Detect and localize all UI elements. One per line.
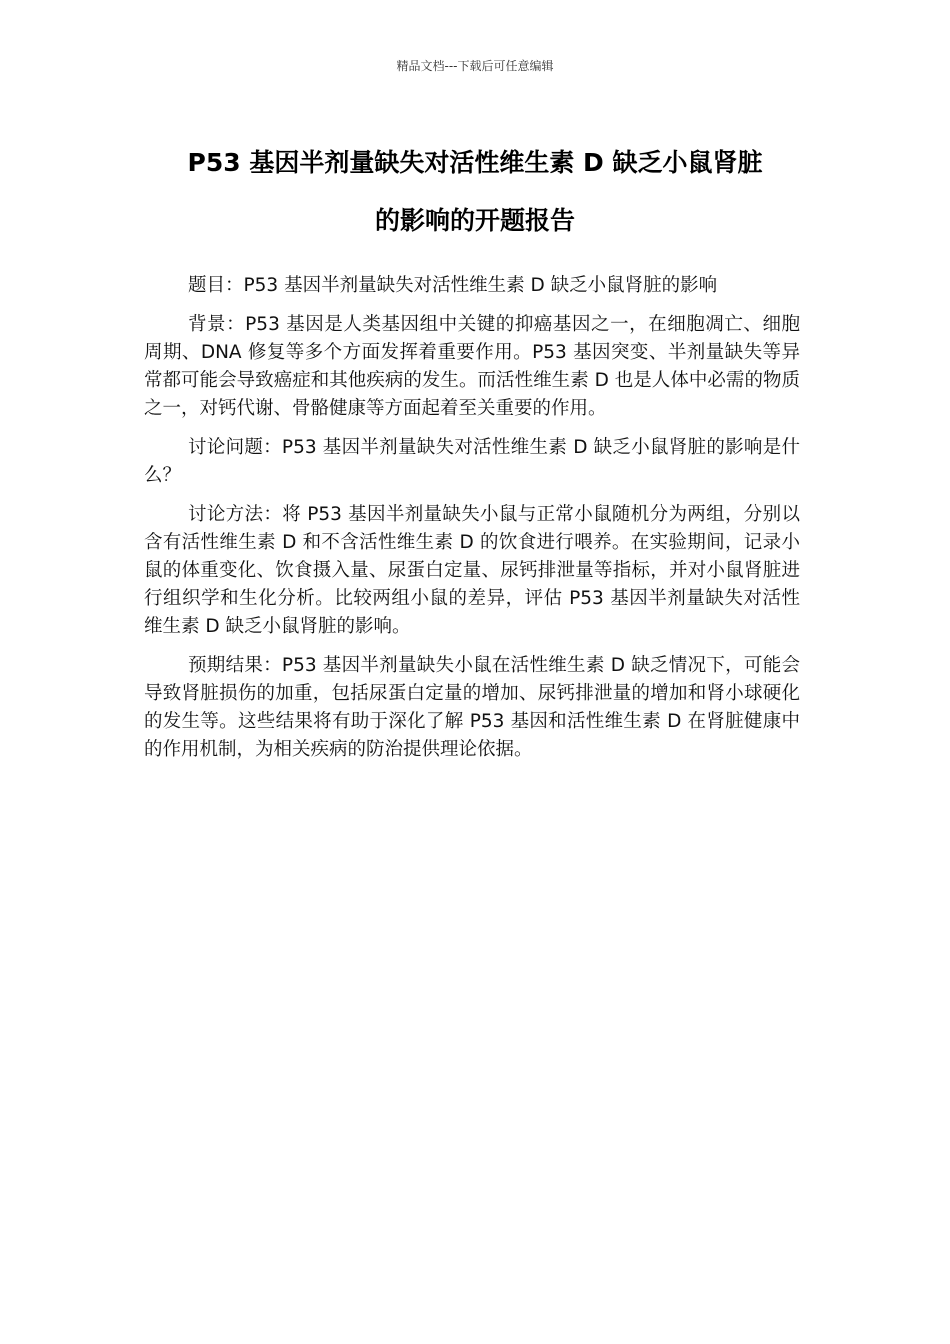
paragraph-background: 背景：P53 基因是人类基因组中关键的抑癌基因之一，在细胞凋亡、细胞周期、DNA 修复等多个方面发挥着重要作用。P53 基因突变、半剂量缺失等异常都可能会导致癌症和其他疾病的发生。而活性维生素 D 也是人体中必需的物质之一，对钙代谢、骨骼健康等方面起着至关重要的作用。 (144, 314, 800, 419)
header-note: 精品文档---下载后可任意编辑 (396, 59, 554, 73)
document-title (140, 134, 810, 250)
paragraph-expected-results: 预期结果：P53 基因半剂量缺失小鼠在活性维生素 D 缺乏情况下，可能会导致肾脏损伤的加重，包括尿蛋白定量的增加、尿钙排泄量的增加和肾小球硬化的发生等。这些结果将有助于深化了解 P53 基因和活性维生素 D 在肾脏健康中的作用机制，为相关疾病的防治提供理论依据。 (144, 655, 800, 760)
paragraph-research-question: 讨论问题：P53 基因半剂量缺失对活性维生素 D 缺乏小鼠肾脏的影响是什么？ (144, 437, 800, 486)
paragraph-methods: 讨论方法：将 P53 基因半剂量缺失小鼠与正常小鼠随机分为两组，分别以含有活性维生素 D 和不含活性维生素 D 的饮食进行喂养。在实验期间，记录小鼠的体重变化、饮食摄入量、尿蛋白定量、尿钙排泄量等指标，并对小鼠肾脏进行组织学和生化分析。比较两组小鼠的差异，评估 P53 基因半剂量缺失对活性维生素 D 缺乏小鼠肾脏的影响。 (144, 504, 800, 637)
title-line-2: 的影响的开题报告 (374, 206, 575, 235)
document-body (144, 272, 800, 775)
paragraph-topic: 题目：P53 基因半剂量缺失对活性维生素 D 缺乏小鼠肾脏的影响 (188, 275, 718, 296)
title-line-1: P53 基因半剂量缺失对活性维生素 D 缺乏小鼠肾脏 (187, 148, 763, 177)
